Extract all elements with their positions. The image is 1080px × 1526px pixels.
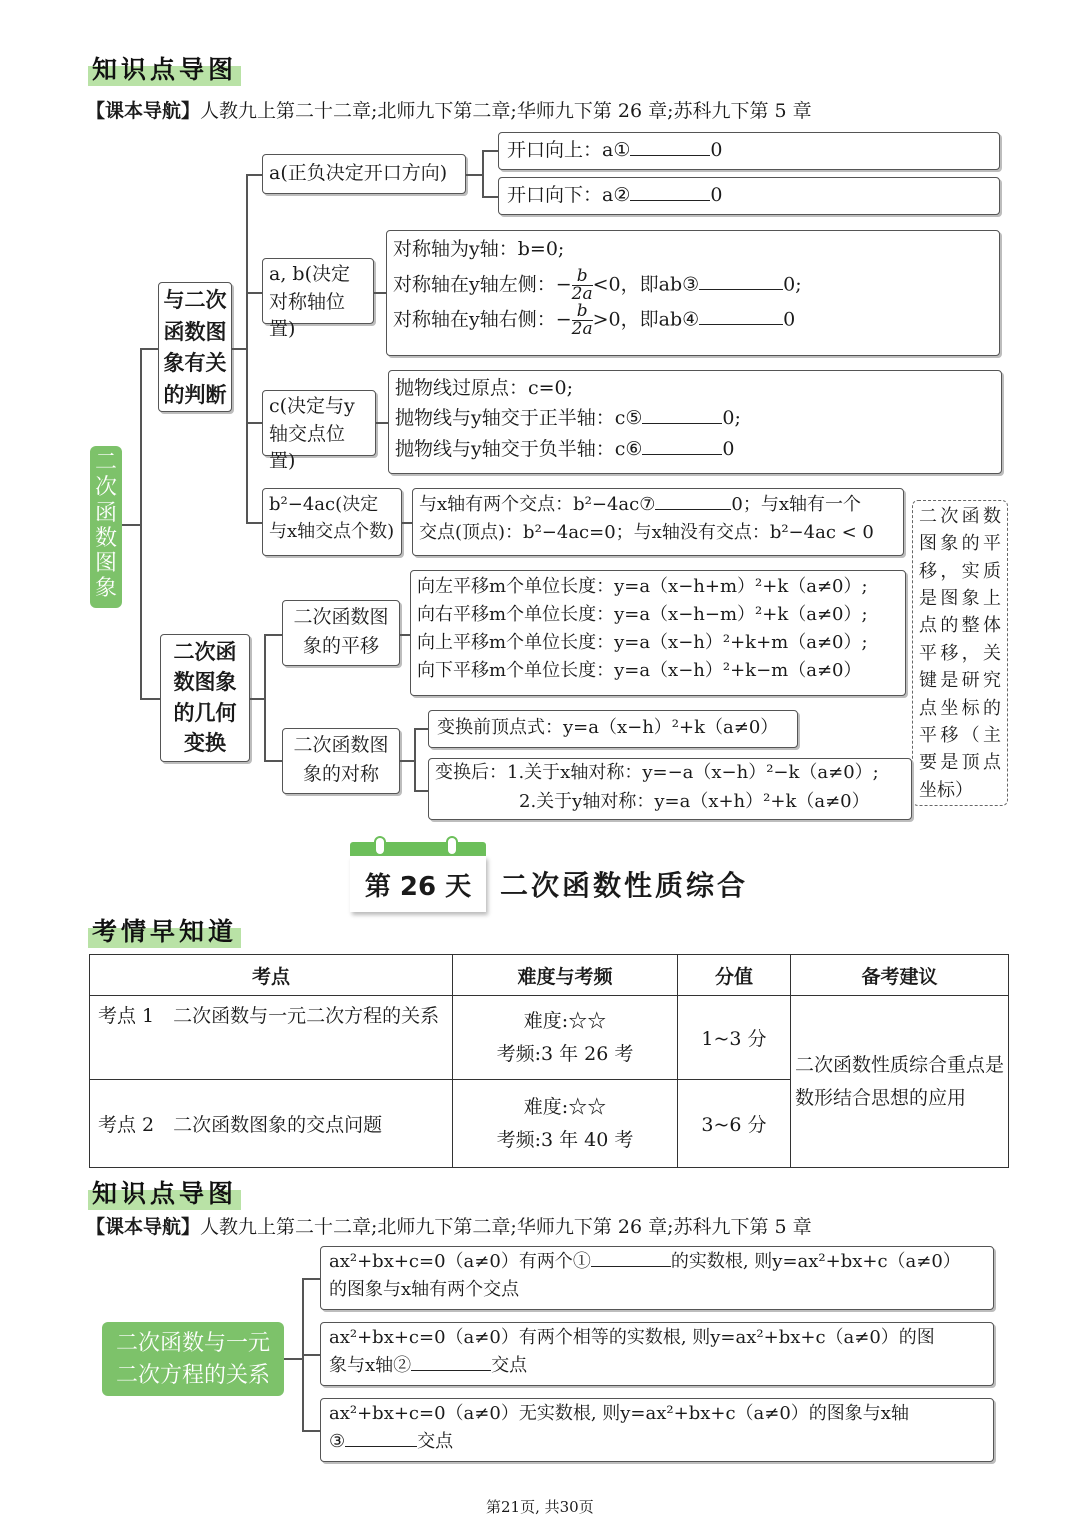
- ab-line-3-pre: 对称轴在y轴右侧：−: [393, 308, 572, 330]
- c-line-2-text: 抛物线与y轴交于正半轴：c⑤: [395, 407, 643, 430]
- frac-den: 2a: [571, 318, 593, 339]
- cell-score: 3~6 分: [678, 1080, 791, 1168]
- a-open-down-text: 开口向下：a②: [507, 184, 631, 206]
- section-title-knowledge-map-2: 知识点导图: [88, 1174, 241, 1210]
- fraction-b-2a: [571, 300, 593, 339]
- node-discriminant: b²−4ac(决定与x轴交点个数): [262, 488, 402, 556]
- ab-line-2-mid: <0，即ab③: [592, 273, 700, 295]
- c-line-2: [395, 403, 995, 433]
- c-line-3: [395, 434, 995, 464]
- cell-point: 考点 2 二次函数图象的交点问题: [90, 1080, 453, 1168]
- connector: [264, 760, 282, 762]
- cell-advice: 二次函数性质综合重点是数形结合思想的应用: [791, 996, 1009, 1168]
- translation-details: [410, 570, 906, 696]
- textbook-navigation: [86, 96, 812, 123]
- relation-two-roots: [320, 1246, 994, 1310]
- node-a-opening: a(正负决定开口方向): [262, 154, 466, 194]
- table-row: [90, 996, 1009, 1080]
- ab-line-3: [393, 300, 993, 339]
- nav-label: 【课本导航】: [86, 1216, 201, 1238]
- frac-den: 2a: [571, 283, 593, 304]
- nav-label: 【课本导航】: [86, 100, 201, 122]
- c-line-2-end: 0;: [722, 407, 741, 430]
- shift-left: 向左平移m个单位长度：y=a（x−h+m）²+k（a≠0）;: [417, 576, 868, 597]
- branch-geometric-transform-label: 二次函数图象的几何变换: [173, 640, 237, 756]
- connector: [140, 698, 160, 700]
- connector: [466, 174, 482, 176]
- sym-x-axis: 变换后：1.关于x轴对称：y=−a（x−h）²−k（a≠0）;: [435, 762, 879, 783]
- item3-a: ax²+bx+c=0（a≠0）无实数根, 则y=ax²+bx+c（a≠0）的图象与x轴: [329, 1403, 909, 1424]
- c-details: [388, 370, 1002, 474]
- shift-right: 向右平移m个单位长度：y=a（x−h−m）²+k（a≠0）;: [417, 603, 868, 625]
- connector: [302, 1430, 320, 1432]
- nav-text: 人教九上第二十二章;北师九下第二章;华师九下第 26 章;苏科九下第 5 章: [200, 1216, 812, 1238]
- day-label: 第 26 天: [350, 856, 486, 912]
- sym-y-axis: 2.关于y轴对称：y=a（x+h）²+k（a≠0）: [519, 790, 870, 812]
- connector: [400, 760, 414, 762]
- branch-graph-judgement: [158, 282, 232, 412]
- connector: [414, 728, 416, 790]
- connector: [402, 522, 412, 524]
- nav-text: 人教九上第二十二章;北师九下第二章;华师九下第 26 章;苏科九下第 5 章: [200, 100, 812, 122]
- item1-b: 的实数根, 则y=ax²+bx+c（a≠0）: [670, 1251, 961, 1272]
- branch-geometric-transform: [160, 634, 250, 762]
- node-translation: 二次函数图象的平移: [282, 600, 400, 666]
- item1-c: 的图象与x轴有两个交点: [329, 1278, 520, 1300]
- answer-blank: [642, 435, 722, 455]
- header-advice: 备考建议: [791, 955, 1009, 996]
- item1-line1: [329, 1248, 985, 1276]
- c-line-3-text: 抛物线与y轴交于负半轴：c⑥: [395, 437, 643, 460]
- item2-b: 象与x轴②: [329, 1354, 412, 1376]
- a-open-down: [498, 177, 1000, 215]
- frac-num: b: [572, 268, 593, 286]
- section-title-exam: 考情早知道: [88, 912, 241, 948]
- item1-a: ax²+bx+c=0（a≠0）有两个①: [329, 1251, 591, 1272]
- day-title: 二次函数性质综合: [500, 869, 749, 902]
- difficulty-text: 难度:☆☆: [523, 1096, 607, 1119]
- connector: [246, 174, 262, 176]
- answer-blank: [655, 491, 731, 510]
- ab-line-2-pre: 对称轴在y轴左侧：−: [393, 273, 572, 295]
- symmetry-before: 变换前顶点式：y=a（x−h）²+k（a≠0）: [428, 710, 798, 748]
- connector: [246, 174, 248, 522]
- answer-blank: [411, 1352, 491, 1371]
- connector: [302, 1278, 320, 1280]
- root-quadratic-graph: [90, 446, 122, 608]
- d-line-1-text: 与x轴有两个交点：b²−4ac⑦: [419, 494, 656, 515]
- connector: [482, 150, 484, 196]
- ab-line-2-end: 0;: [783, 273, 802, 295]
- symmetry-after: [428, 758, 912, 820]
- calendar-top: [350, 842, 486, 856]
- item3-b: ③: [329, 1430, 346, 1452]
- relation-equal-roots: [320, 1322, 994, 1386]
- answer-blank: [699, 270, 783, 290]
- header-point: 考点: [90, 955, 453, 996]
- page-footer: 第21页, 共30页: [486, 1498, 594, 1516]
- connector: [246, 522, 262, 524]
- calendar-ring-icon: [374, 836, 386, 856]
- answer-blank: [699, 305, 783, 325]
- connector: [264, 634, 282, 636]
- cell-difficulty: [453, 1080, 678, 1168]
- exam-table: [89, 954, 1009, 1168]
- ab-line-3-mid: >0，即ab④: [592, 308, 700, 330]
- header-difficulty: 难度与考频: [453, 955, 678, 996]
- shift-down: 向下平移m个单位长度：y=a（x−h）²+k−m（a≠0）: [417, 659, 862, 681]
- cell-score: 1~3 分: [678, 996, 791, 1080]
- ab-line-3-end: 0: [783, 308, 796, 330]
- answer-blank: [345, 1428, 417, 1447]
- connector: [376, 422, 388, 424]
- ab-line-2: [393, 265, 993, 304]
- day-badge: [350, 836, 490, 914]
- frac-num: b: [572, 303, 593, 321]
- cell-difficulty: [453, 996, 678, 1080]
- section-title-knowledge-map: 知识点导图: [88, 50, 241, 86]
- header-score: 分值: [678, 955, 791, 996]
- connector: [482, 150, 498, 152]
- difficulty-text: 难度:☆☆: [523, 1010, 607, 1033]
- item2-line2: [329, 1352, 985, 1380]
- c-line-1: 抛物线过原点：c=0;: [395, 377, 574, 399]
- freq-text: 考频:3 年 40 考: [496, 1128, 634, 1151]
- a-open-down-end: 0: [710, 184, 723, 206]
- a-open-up: [498, 132, 1000, 170]
- connector: [140, 348, 142, 698]
- d-line-1-end: 0；与x轴有一个: [731, 494, 861, 515]
- connector: [122, 524, 140, 526]
- connector: [482, 196, 498, 198]
- relation-no-roots: [320, 1398, 994, 1462]
- connector: [400, 634, 410, 636]
- table-header-row: [90, 955, 1009, 996]
- answer-blank: [630, 136, 710, 156]
- root-label: 二次函数图象: [95, 450, 118, 602]
- node-symmetry: 二次函数图象的对称: [282, 728, 400, 794]
- connector: [232, 348, 246, 350]
- a-open-up-text: 开口向上：a①: [507, 139, 631, 161]
- root-relation: 二次函数与一元二次方程的关系: [102, 1322, 284, 1396]
- cell-point: 考点 1 二次函数与一元二次方程的关系: [90, 996, 453, 1080]
- d-line-1: [419, 491, 897, 519]
- calendar-ring-icon: [446, 836, 458, 856]
- fraction-b-2a: [571, 265, 593, 304]
- branch-graph-judgement-label: 与二次函数图象有关的判断: [163, 288, 227, 407]
- c-line-3-end: 0: [722, 437, 735, 460]
- answer-blank: [591, 1248, 671, 1267]
- note-translation: 二次函数图象的平移，实质是图象上点的整体平移，关键是研究点坐标的平移（主要是顶点坐标）: [912, 500, 1008, 806]
- answer-blank: [642, 404, 722, 424]
- connector: [264, 634, 266, 760]
- discriminant-details: [412, 488, 904, 556]
- connector: [302, 1354, 320, 1356]
- connector: [246, 422, 262, 424]
- ab-line-1: 对称轴为y轴：b=0;: [393, 238, 565, 260]
- node-c-intercept: c(决定与y轴交点位置): [262, 390, 376, 456]
- a-open-up-end: 0: [710, 139, 723, 161]
- d-line-2: 交点(顶点)：b²−4ac=0；与x轴没有交点：b²−4ac < 0: [419, 521, 874, 543]
- connector: [246, 292, 262, 294]
- shift-up: 向上平移m个单位长度：y=a（x−h）²+k+m（a≠0）;: [417, 631, 868, 653]
- answer-blank: [630, 181, 710, 201]
- textbook-navigation-2: [86, 1212, 812, 1239]
- item2-a: ax²+bx+c=0（a≠0）有两个相等的实数根, 则y=ax²+bx+c（a≠0）的图: [329, 1327, 935, 1348]
- connector: [250, 698, 264, 700]
- node-ab-axis: a, b(决定对称轴位置): [262, 258, 374, 324]
- item2-c: 交点: [491, 1354, 528, 1376]
- ab-details: [386, 230, 1000, 356]
- item3-c: 交点: [417, 1430, 454, 1452]
- freq-text: 考频:3 年 26 考: [496, 1042, 634, 1065]
- connector: [140, 348, 158, 350]
- connector: [284, 1358, 302, 1360]
- item3-line2: [329, 1428, 985, 1456]
